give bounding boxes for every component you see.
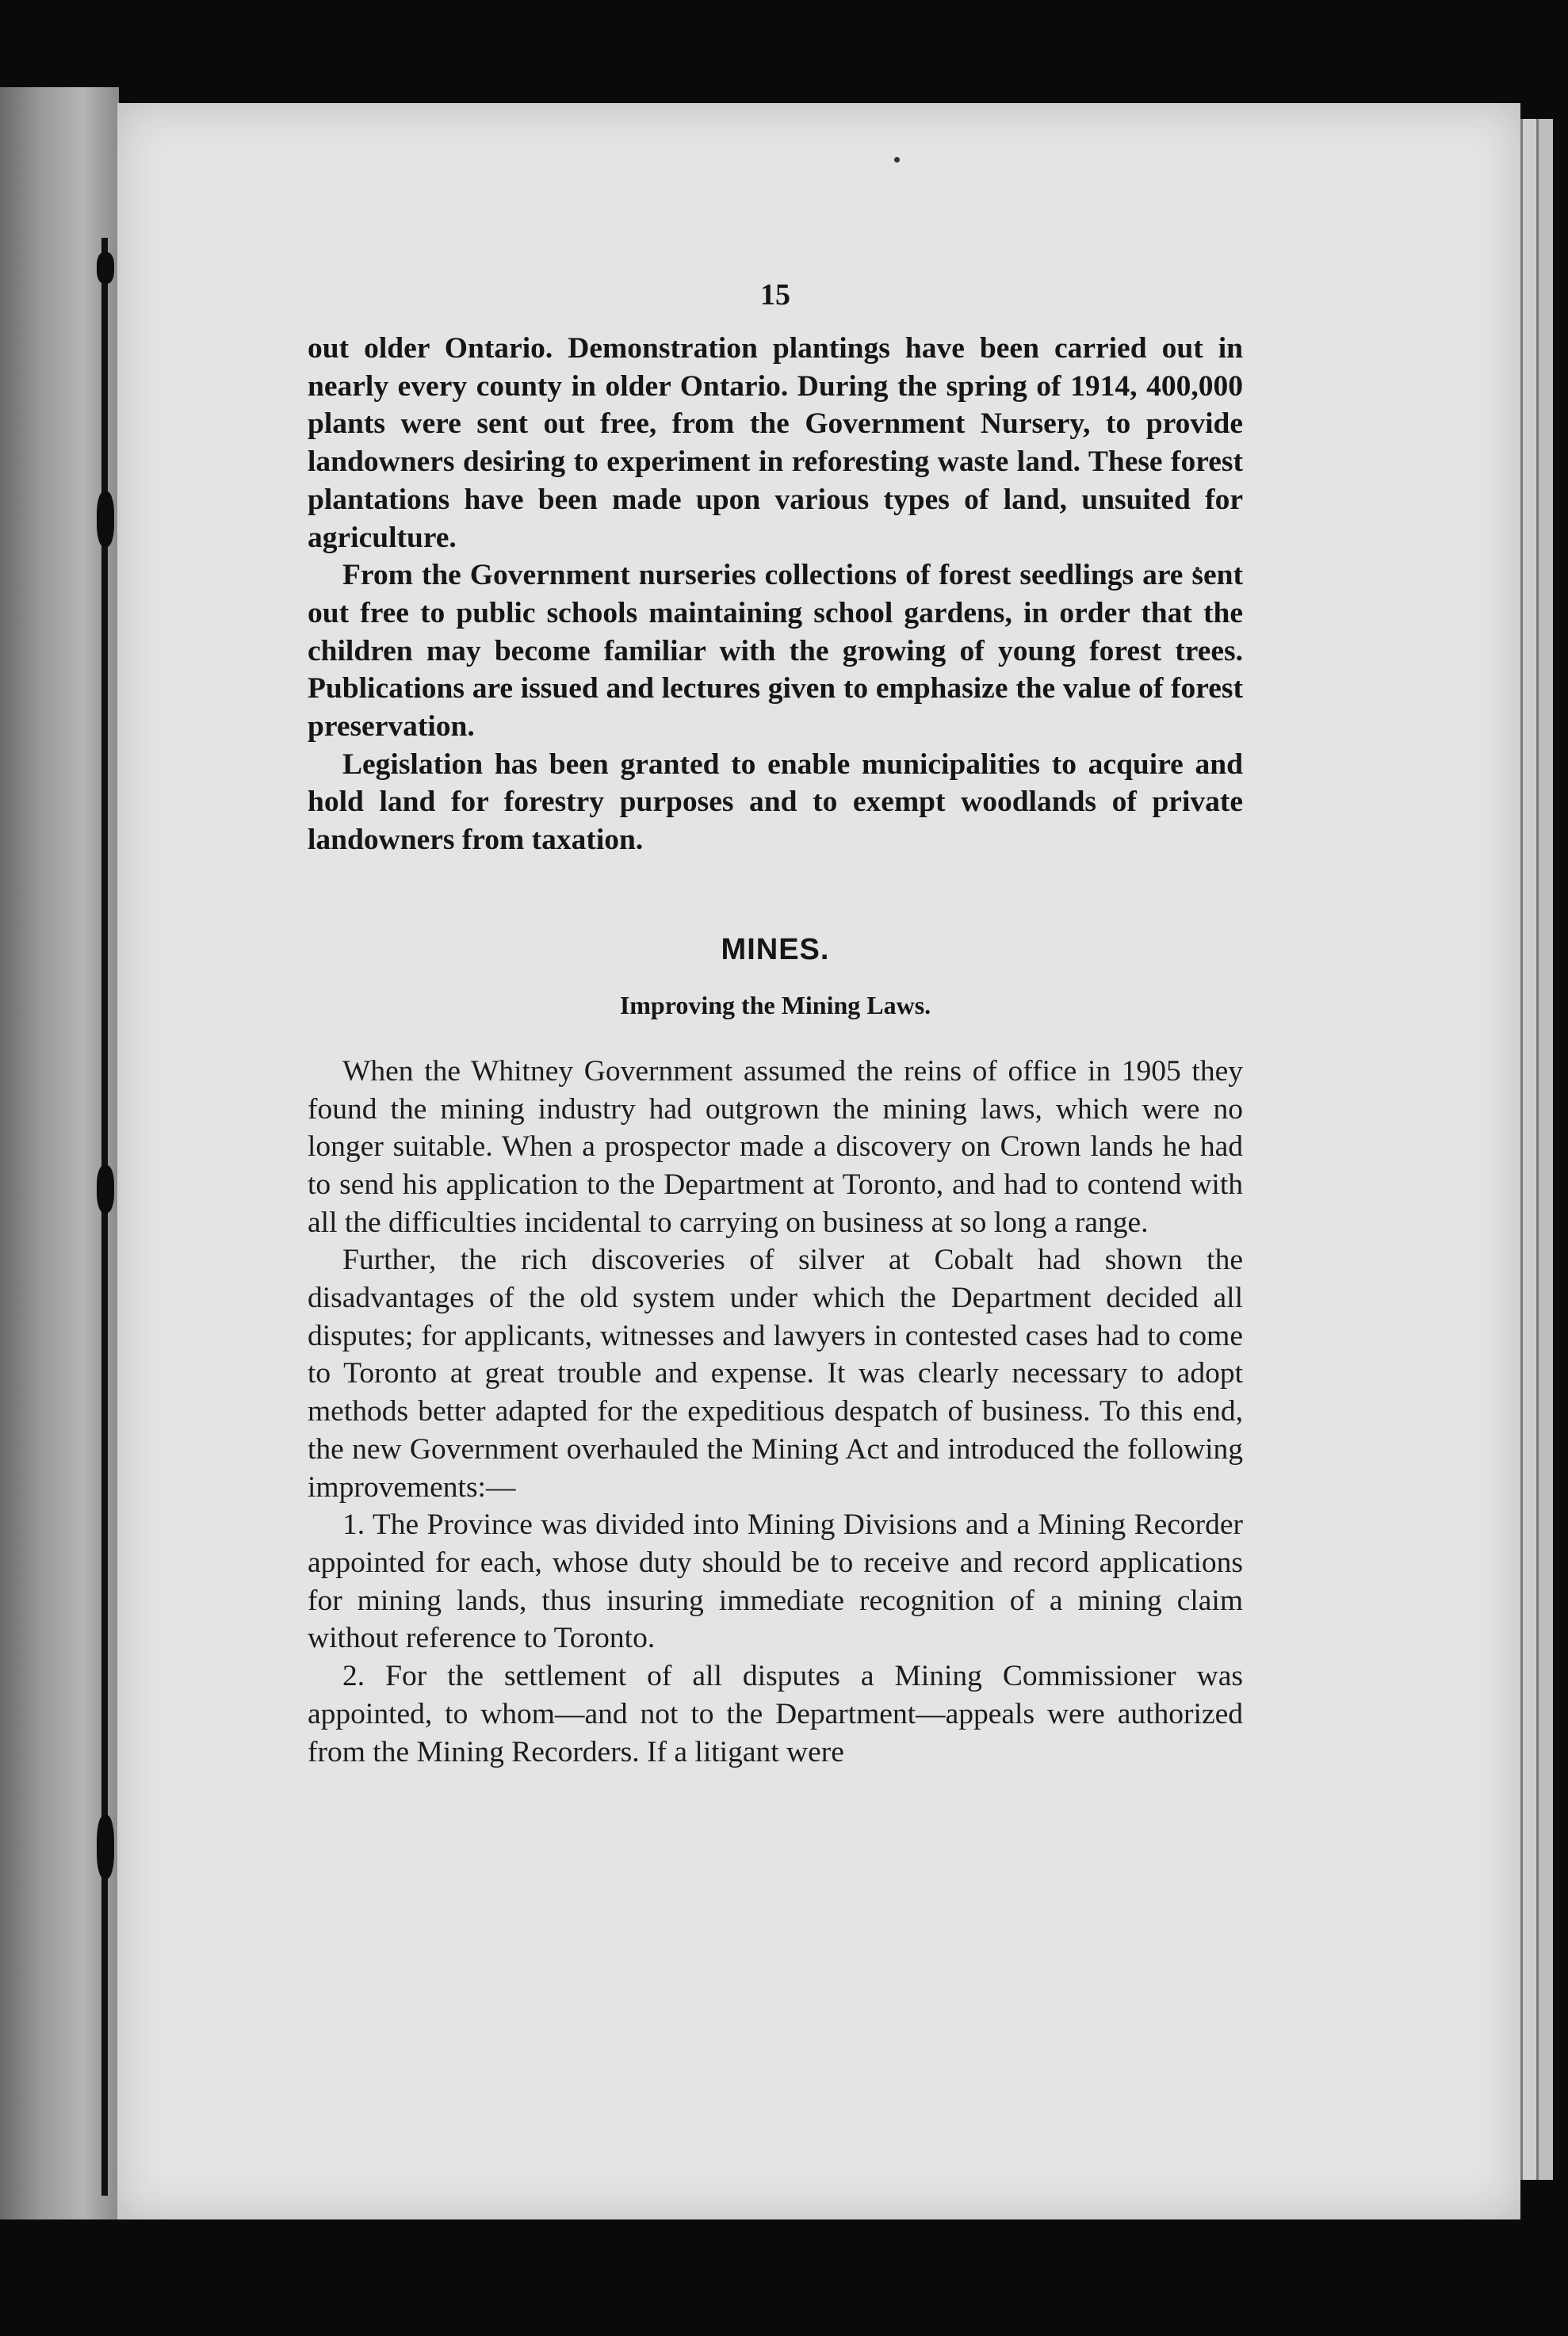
paragraph-mining-divisions: 1. The Province was divided into Mining Divisions and a Mining Recorder appointed for each, whose duty should be to receive and record applications for mining lands, thus insuring immediate recognition of a mining claim without reference to Toronto.: [308, 1508, 1243, 1655]
binding-mark: [97, 252, 114, 284]
page-number: 15: [760, 278, 790, 312]
binding-mark: [97, 1815, 114, 1879]
binding-mark: [97, 1165, 114, 1213]
section-heading-mines: MINES.: [721, 932, 830, 966]
paragraph-mining-commissioner: 2. For the settlement of all disputes a Mining Commissioner was appointed, to whom—and not to the Department—appeals were authorized from the Mining Recorders. If a litigant were: [308, 1660, 1243, 1768]
page-text: [308, 277, 1243, 1771]
document-page: [117, 103, 1520, 2219]
paragraph-forestry-plantings: out older Ontario. Demonstration plantings have been carried out in nearly every county in older Ontario. During the spring of 1914, 400,000 plants were sent out free, from the Government Nursery, to provide landowners desiring to experiment in reforesting waste land. These forest plantations have been made upon various types of land, unsuited for agriculture.: [308, 332, 1243, 554]
paragraph-school-seedlings: From the Government nurseries collections of forest seedlings are sent out free to public schools maintaining school gardens, in order that the children may become familiar with the growing of young forest trees. Publications are issued and lectures given to emphasize the value of forest preservation.: [308, 559, 1243, 744]
subsection-heading-mining-laws: Improving the Mining Laws.: [619, 990, 931, 1019]
speck: [894, 157, 900, 162]
binding-mark: [97, 491, 114, 547]
paragraph-legislation: Legislation has been granted to enable municipalities to acquire and hold land for forestry purposes and to exempt woodlands of private landowners from taxation.: [308, 747, 1243, 857]
right-page-edge: [1536, 119, 1553, 2180]
paragraph-whitney-government: When the Whitney Government assumed the reins of office in 1905 they found the mining industry had outgrown the mining laws, which were no longer suitable. When a prospector made a discovery on Crown lands he had to send his application to the Department at Toronto, and had to contend with all the difficulties incidental to carrying on business at so long a range.: [308, 1054, 1243, 1239]
paragraph-cobalt-discoveries: Further, the rich discoveries of silver at Cobalt had shown the disadvantages of the old system under which the Department decided all disputes; for applicants, witnesses and lawyers in contested cases had to come to Toronto at great trouble and expense. It was clearly necessary to adopt methods better adapted for the expeditious despatch of business. To this end, the new Government overhauled the Mining Act and introduced the following improvements:—: [308, 1244, 1243, 1504]
